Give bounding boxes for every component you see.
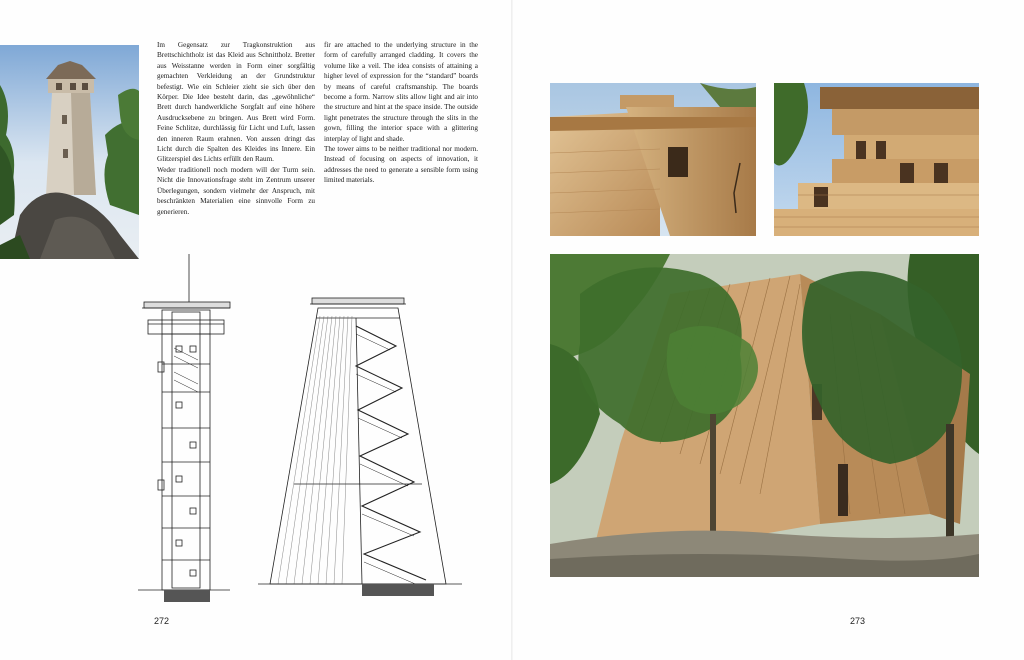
text-column-english: [324, 40, 478, 186]
paragraph-german-1: Im Gegensatz zur Tragkonstruktion aus Brettschichtholz ist das Kleid aus Schnittholz. Bretter aus Weisstanne werden in Form einer sorgfältig gemachten Verkleidung an der Grundstruktur befestigt. Wie ein Schleier zieht sie sich über den Körper. Die Idee besteht darin, das „gewöhnliche“ Brett durch handwerkliche Sorgfalt auf eine höhere Ausdrucksebene zu bringen. Aus Brett wird Form. Feine Schlitze, durchlässig für Licht und Luft, lassen den inneren Raum erahnen. Von aussen dringt das Licht durch die Spalten des Kleides ins Innere. Ein Glitzerspiel des Lichts erfüllt den Raum.: [157, 41, 315, 164]
paragraph-english-1: fir are attached to the underlying structure in the form of carefully arranged cladding. It covers the volume like a veil. The idea consists of attaining a higher level of expression for the “standard” boards by means of careful craftsmanship. The boards become a form. Narrow slits allow light and air into the structure and hint at the space inside. The outside light penetrates the structure through the slits in the gown, filling the interior space with a glittering interplay of light and shade.: [324, 41, 478, 143]
page-number-left: 272: [154, 616, 170, 626]
paragraph-german-2: Weder traditionell noch modern will der Turm sein. Nicht die Innovationsfrage steht im Zentrum unserer Überlegungen, sondern vielmehr der Anspruch, mit beschränkten Materialien eine sinnvolle Form zu generieren.: [157, 165, 315, 216]
page-number-right: 273: [850, 616, 866, 626]
paragraph-english-2: The tower aims to be neither traditional nor modern. Instead of focusing on aspects of innovation, it addresses the need to generate a sensible form using limited materials.: [324, 145, 478, 185]
photo-timber-steps-detail: [774, 83, 979, 236]
drawing-tower-elevation: [256, 296, 464, 602]
photo-timber-corner-detail: [550, 83, 756, 236]
drawing-tower-section: [136, 252, 232, 602]
photo-tower-in-forest: [550, 254, 979, 577]
gutter-shadow: [511, 0, 513, 660]
photo-old-stone-tower: [0, 45, 139, 259]
text-column-german: [157, 40, 315, 217]
